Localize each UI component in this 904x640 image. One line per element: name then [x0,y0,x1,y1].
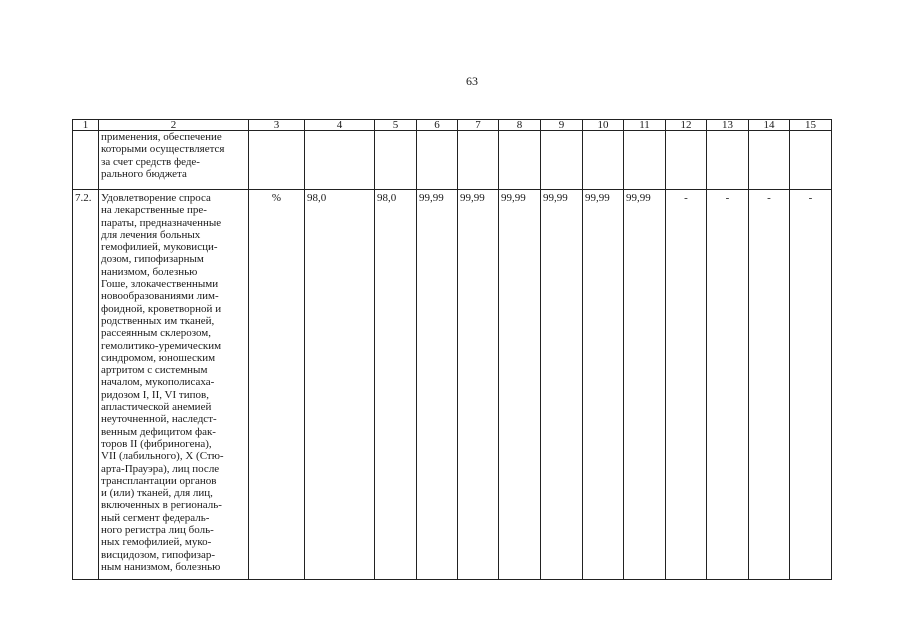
value-cell: 99,99 [458,190,499,580]
column-header: 2 [99,120,249,131]
value-cell [458,131,499,190]
column-header: 6 [417,120,458,131]
value-cell: - [749,190,790,580]
column-header: 14 [749,120,790,131]
column-header: 10 [583,120,624,131]
value-cell: - [666,190,707,580]
page-number: 63 [466,74,478,88]
value-cell: 99,99 [541,190,583,580]
table-row [73,190,832,580]
table-header-row [73,120,832,131]
value-cell [707,131,749,190]
value-cell: 98,0 [375,190,417,580]
value-cell [583,131,624,190]
value-cell: 99,99 [417,190,458,580]
value-cell [305,131,375,190]
column-header: 1 [73,120,99,131]
column-header: 12 [666,120,707,131]
indicators-table [72,119,832,580]
indicator-description: применения, обеспечение которыми осуществляется за счет средств феде- рального бюджета [99,131,249,190]
value-cell: 98,0 [305,190,375,580]
row-number: 7.2. [73,190,99,580]
unit-cell [249,131,305,190]
column-header: 4 [305,120,375,131]
column-header: 15 [790,120,832,131]
row-number [73,131,99,190]
value-cell [541,131,583,190]
column-header: 7 [458,120,499,131]
value-cell [499,131,541,190]
value-cell [749,131,790,190]
value-cell: 99,99 [624,190,666,580]
value-cell: - [790,190,832,580]
value-cell: 99,99 [583,190,624,580]
column-header: 3 [249,120,305,131]
value-cell [624,131,666,190]
value-cell [666,131,707,190]
table-row [73,131,832,190]
value-cell [790,131,832,190]
column-header: 8 [499,120,541,131]
value-cell: - [707,190,749,580]
indicator-description: Удовлетворение спроса на лекарственные пре- параты, предназначенные для лечения больных гемофилией, муковисци- дозом, гипофизарным нанизмом, болезнью Гоше, злокачественными новообразованиями лим- фоидной, кроветворной и родственных им тканей, рассеянным склерозом, гемолитико-уремическим синдромом, юношеским артритом с системным началом, мукополисаха- ридозом I, II, VI типов, апластической анемией неуточненной, наследст- венным дефицитом фак- торов II (фибриногена), VII (лабильного), X (Стю- арта-Прауэра), лиц после трансплантации органов и (или) тканей, для лиц, включенных в региональ- ный сегмент федераль- ного регистра лиц боль- ных гемофилией, муко- висцидозом, гипофизар- ным нанизмом, болезнью [99,190,249,580]
value-cell [417,131,458,190]
value-cell: 99,99 [499,190,541,580]
column-header: 13 [707,120,749,131]
column-header: 5 [375,120,417,131]
column-header: 11 [624,120,666,131]
value-cell [375,131,417,190]
unit-cell: % [249,190,305,580]
column-header: 9 [541,120,583,131]
